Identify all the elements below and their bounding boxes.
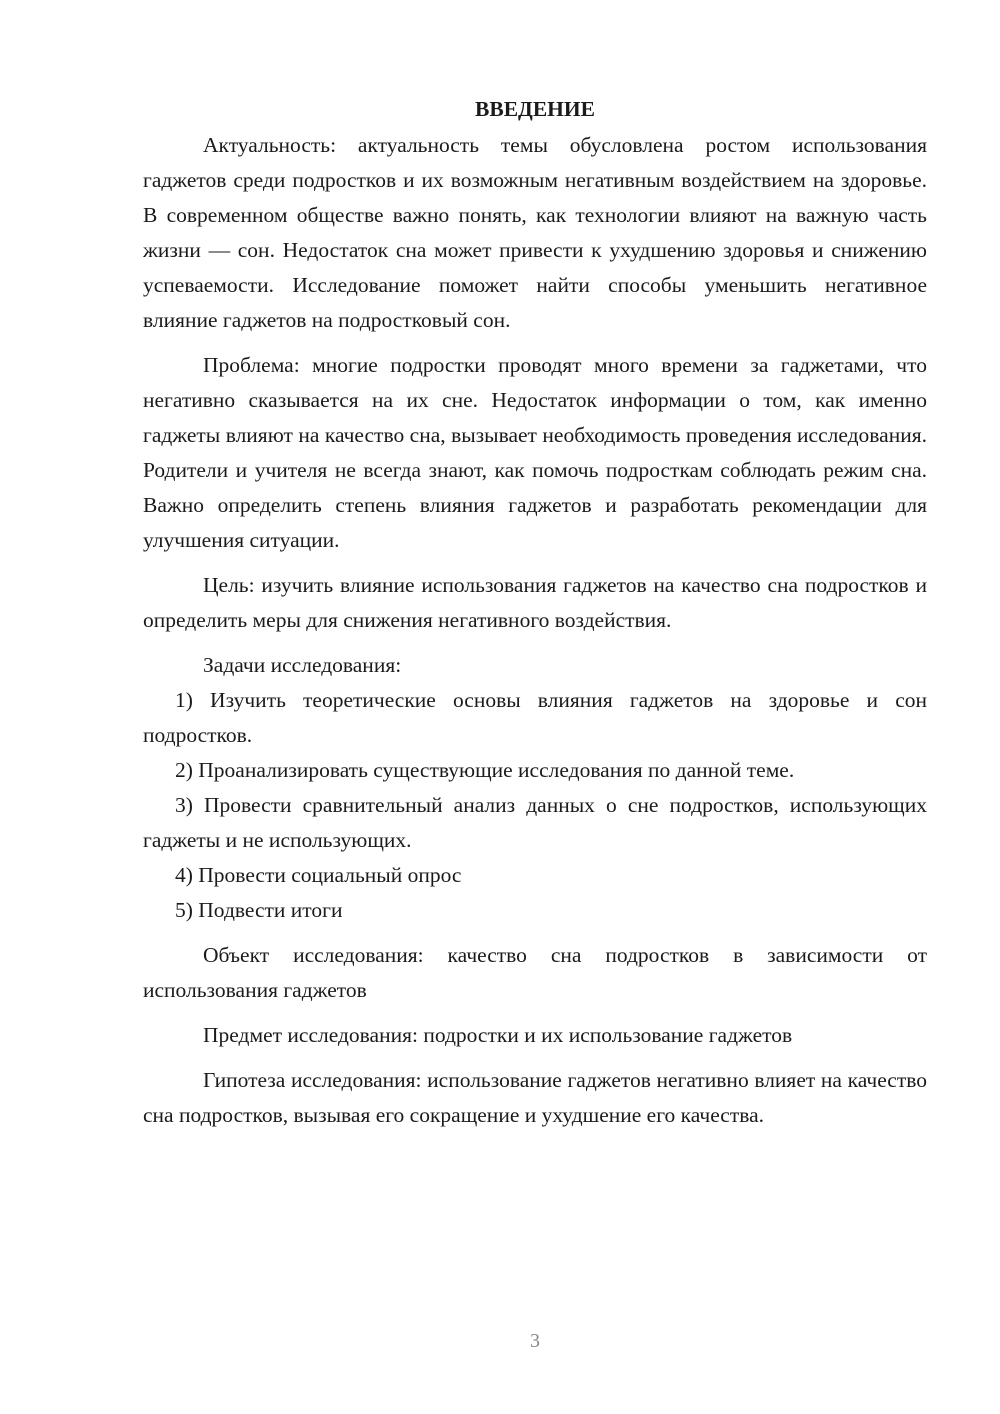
subject-paragraph: Предмет исследования: подростки и их использование гаджетов	[203, 1023, 793, 1047]
goal-paragraph: Цель: изучить влияние использования гаджетов на качество сна подростков и определить меры для снижения негативного воздействия.	[143, 573, 927, 632]
task-item: 4) Провести социальный опрос	[175, 863, 462, 887]
task-item: 5) Подвести итоги	[175, 898, 343, 922]
relevance-paragraph: Актуальность: актуальность темы обусловлена ростом использования гаджетов среди подростков и их возможным негативным воздействием на здоровье. В современном обществе важно понять, как технологии влияют на важную часть жизни — сон. Недостаток сна может привести к ухудшению здоровья и снижению успеваемости. Исследование поможет найти способы уменьшить негативное влияние гаджетов на подростковый сон.	[143, 133, 927, 332]
problem-paragraph: Проблема: многие подростки проводят много времени за гаджетами, что негативно сказывается на их сне. Недостаток информации о том, как именно гаджеты влияют на качество сна, вызывает необходимость проведения исследования. Родители и учителя не всегда знают, как помочь подросткам соблюдать режим сна. Важно определить степень влияния гаджетов и разработать рекомендации для улучшения ситуации.	[143, 353, 927, 552]
hypothesis-paragraph: Гипотеза исследования: использование гаджетов негативно влияет на качество сна подростков, вызывая его сокращение и ухудшение его качества.	[143, 1068, 927, 1127]
tasks-heading: Задачи исследования:	[203, 653, 402, 677]
page-number: 3	[530, 1330, 540, 1352]
task-item: 2) Проанализировать существующие исследования по данной теме.	[175, 758, 795, 782]
object-paragraph: Объект исследования: качество сна подростков в зависимости от использования гаджетов	[143, 943, 927, 1002]
page-title: ВВЕДЕНИЕ	[475, 97, 595, 121]
task-item: 3) Провести сравнительный анализ данных о сне подростков, использующих гаджеты и не использующих.	[143, 793, 927, 852]
task-item: 1) Изучить теоретические основы влияния гаджетов на здоровье и сон подростков.	[143, 688, 927, 747]
document-page	[143, 92, 927, 1133]
